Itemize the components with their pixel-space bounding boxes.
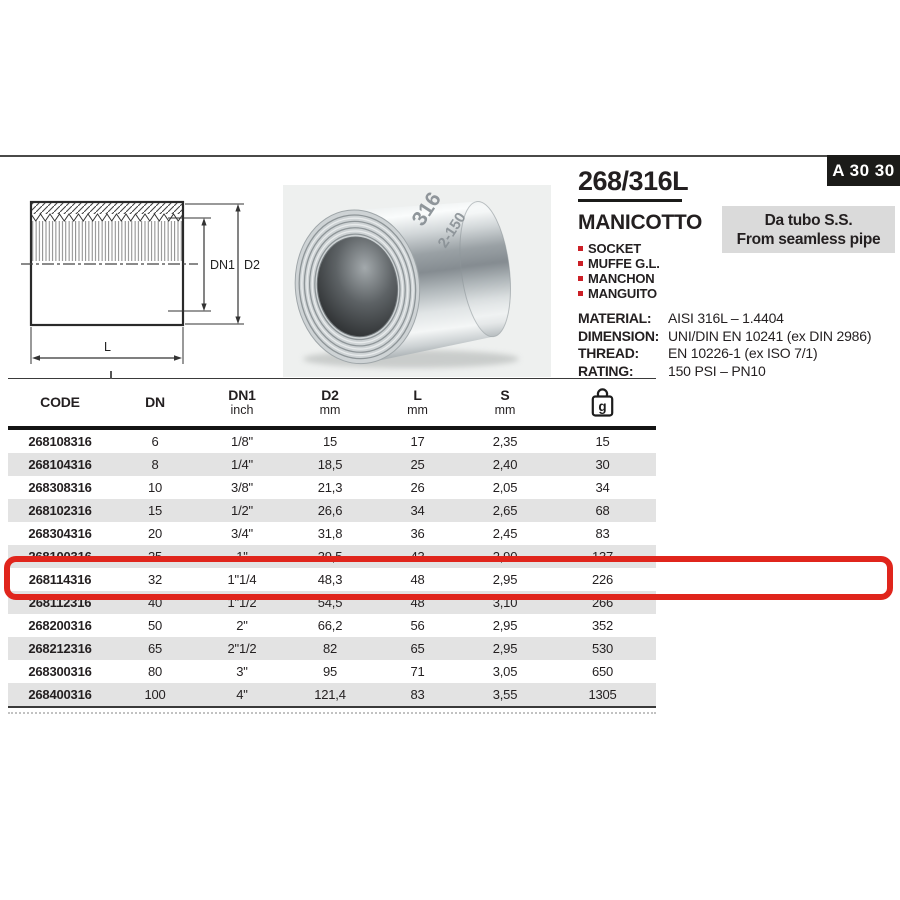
row-value: 65 <box>410 641 425 656</box>
row-value: 2" <box>236 618 248 633</box>
row-code: 268114316 <box>28 572 92 587</box>
row-value: 26 <box>410 480 425 495</box>
spec-label: THREAD: <box>578 345 639 361</box>
table-row <box>8 614 656 637</box>
row-value: 121,4 <box>314 687 346 702</box>
row-value: 65 <box>147 641 163 656</box>
table-row <box>8 522 656 545</box>
row-value: 31,8 <box>317 526 343 541</box>
row-value: 3" <box>236 664 248 679</box>
red-bullet-icon <box>578 276 583 281</box>
row-value: 17 <box>410 434 425 449</box>
row-value: 266 <box>591 595 614 610</box>
table-row <box>8 499 656 522</box>
col-header-weight <box>549 379 656 426</box>
row-value: 36 <box>410 526 425 541</box>
product-info <box>578 166 900 380</box>
row-value: 3,55 <box>492 687 518 702</box>
table-header-row <box>8 379 656 426</box>
row-value: 18,5 <box>317 457 343 472</box>
row-value: 1"1/2 <box>227 595 257 610</box>
row-value: 226 <box>591 572 614 587</box>
translation-label: MANCHON <box>588 271 655 286</box>
col-header-s: S mm <box>494 387 516 417</box>
technical-drawing <box>18 188 263 378</box>
row-value: 10 <box>147 480 163 495</box>
table-body <box>8 430 656 706</box>
table-bottom-border <box>8 706 656 708</box>
row-value: 137 <box>591 549 614 564</box>
row-value: 2,90 <box>492 549 518 564</box>
note-line-1: Da tubo S.S. <box>764 211 853 229</box>
col-header-dn: DN <box>145 394 165 410</box>
row-value: 66,2 <box>317 618 343 633</box>
row-value: 54,5 <box>317 595 343 610</box>
product-name: MANICOTTO <box>578 211 703 234</box>
row-value: 82 <box>322 641 338 656</box>
row-value: 34 <box>410 503 425 518</box>
row-value: 1305 <box>588 687 617 702</box>
red-bullet-icon <box>578 246 583 251</box>
product-photo <box>283 185 551 382</box>
row-code: 268200316 <box>28 618 92 633</box>
layout-tick-mark <box>110 371 112 379</box>
spec-value: 150 PSI – PN10 <box>668 362 766 379</box>
spec-label: RATING: <box>578 362 634 379</box>
row-value: 2,95 <box>492 618 518 633</box>
row-value: 48 <box>410 595 425 610</box>
dim-label-l: L <box>104 340 111 354</box>
spec-value: EN 10226-1 (ex ISO 7/1) <box>668 345 818 361</box>
row-value: 43 <box>410 549 425 564</box>
row-value: 20 <box>147 526 163 541</box>
row-value: 352 <box>591 618 614 633</box>
product-code-title: 268/316L <box>578 166 689 196</box>
row-value: 2,95 <box>492 572 518 587</box>
row-value: 30 <box>595 457 610 472</box>
row-value: 15 <box>595 434 610 449</box>
row-code: 268100316 <box>28 549 92 564</box>
coupling-photo <box>283 185 551 377</box>
row-code: 268212316 <box>28 641 92 656</box>
row-value: 50 <box>147 618 163 633</box>
spec-value: AISI 316L – 1.4404 <box>668 310 784 326</box>
row-value: 2,40 <box>492 457 518 472</box>
row-code: 268112316 <box>28 595 92 610</box>
row-value: 650 <box>591 664 614 679</box>
seamless-pipe-note <box>722 206 895 253</box>
col-header-dn1: DN1 inch <box>228 387 256 417</box>
table-row <box>8 683 656 706</box>
row-code: 268300316 <box>28 664 92 679</box>
row-value: 6 <box>151 434 159 449</box>
title-underline <box>578 199 682 202</box>
row-value: 2,45 <box>492 526 518 541</box>
row-value: 68 <box>595 503 610 518</box>
table-row <box>8 430 656 453</box>
spec-list <box>578 310 900 380</box>
row-value: 15 <box>147 503 163 518</box>
coupling-section-drawing <box>18 188 263 373</box>
row-code: 268400316 <box>28 687 92 702</box>
translation-label: MANGUITO <box>588 286 657 301</box>
row-value: 15 <box>322 434 338 449</box>
list-item <box>578 271 900 286</box>
list-item <box>578 286 900 301</box>
red-bullet-icon <box>578 291 583 296</box>
table-row <box>8 637 656 660</box>
list-item <box>578 256 900 271</box>
row-value: 3/4" <box>231 526 253 541</box>
row-value: 2,05 <box>492 480 518 495</box>
row-value: 1/2" <box>231 503 253 518</box>
spec-value: UNI/DIN EN 10241 (ex DIN 2986) <box>668 327 872 344</box>
row-code: 268104316 <box>28 457 92 472</box>
row-value: 100 <box>144 687 166 702</box>
spec-label: DIMENSION: <box>578 327 660 344</box>
dimension-table <box>8 378 656 708</box>
row-value: 2,95 <box>492 641 518 656</box>
row-value: 48,3 <box>317 572 343 587</box>
row-code: 268304316 <box>28 526 92 541</box>
photo-stamp-316: 316 <box>407 188 446 231</box>
row-value: 530 <box>591 641 614 656</box>
table-row <box>8 545 656 568</box>
row-value: 1"1/4 <box>227 572 257 587</box>
row-value: 32 <box>147 572 163 587</box>
weight-unit-label: g <box>598 399 607 414</box>
table-row-highlighted <box>8 568 656 591</box>
row-code: 268108316 <box>28 434 92 449</box>
table-row <box>8 453 656 476</box>
perforation-line <box>8 712 656 714</box>
row-value: 3,05 <box>492 664 518 679</box>
col-header-l: L mm <box>407 387 428 417</box>
weight-icon <box>589 387 616 418</box>
row-value: 25 <box>147 549 163 564</box>
col-header-d2: D2 mm <box>319 387 341 417</box>
row-value: 83 <box>410 687 425 702</box>
row-value: 25 <box>410 457 425 472</box>
row-value: 21,3 <box>317 480 343 495</box>
row-value: 83 <box>595 526 610 541</box>
row-value: 95 <box>322 664 338 679</box>
row-value: 2,65 <box>492 503 518 518</box>
dim-label-d2: D2 <box>244 258 260 272</box>
row-value: 1" <box>236 549 248 564</box>
translation-label: SOCKET <box>588 241 641 256</box>
table-row <box>8 476 656 499</box>
row-value: 3,10 <box>492 595 518 610</box>
top-divider <box>0 155 827 157</box>
row-value: 48 <box>410 572 425 587</box>
row-value: 71 <box>410 664 425 679</box>
row-code: 268308316 <box>28 480 92 495</box>
row-code: 268102316 <box>28 503 92 518</box>
col-header-code: CODE <box>40 394 80 410</box>
row-value: 26,6 <box>317 503 343 518</box>
row-value: 1/8" <box>231 434 253 449</box>
row-value: 1/4" <box>231 457 253 472</box>
row-value: 2,35 <box>492 434 518 449</box>
page-ref-badge: A 30 30 <box>827 155 900 186</box>
dim-label-dn1: DN1 <box>210 258 236 272</box>
row-value: 80 <box>147 664 163 679</box>
row-value: 3/8" <box>231 480 253 495</box>
row-value: 40 <box>147 595 163 610</box>
spec-label: MATERIAL: <box>578 310 652 326</box>
row-value: 34 <box>595 480 610 495</box>
table-row <box>8 660 656 683</box>
photo-stamp-2-150: 2-150 <box>434 209 470 251</box>
table-row <box>8 591 656 614</box>
translation-label: MUFFE G.L. <box>588 256 660 271</box>
row-value: 4" <box>236 687 248 702</box>
note-line-2: From seamless pipe <box>736 230 881 248</box>
red-bullet-icon <box>578 261 583 266</box>
row-value: 56 <box>410 618 425 633</box>
row-value: 2"1/2 <box>227 641 257 656</box>
row-value: 8 <box>151 457 159 472</box>
row-value: 39,5 <box>317 549 343 564</box>
